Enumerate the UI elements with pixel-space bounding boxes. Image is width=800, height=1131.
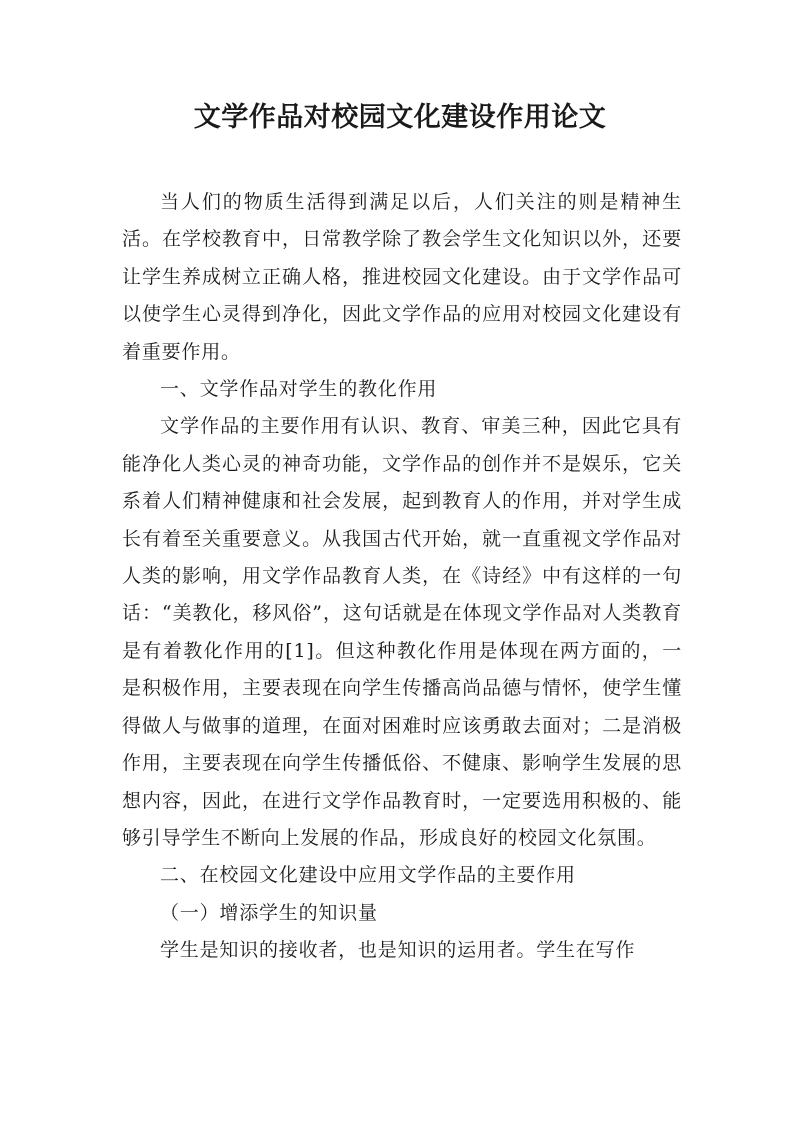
document-title: 文学作品对校园文化建设作用论文 xyxy=(193,102,607,133)
section-heading-2: 二、在校园文化建设中应用文学作品的主要作用 xyxy=(160,864,576,887)
section-heading-1: 一、文学作品对学生的教化作用 xyxy=(160,378,438,401)
subsection-1-paragraph: 学生是知识的接收者，也是知识的运用者。学生在写作 xyxy=(160,939,636,962)
intro-paragraph: 当人们的物质生活得到满足以后，人们关注的则是精神生活。在学校教育中，日常教学除了教会学生文化知识以外，还要让学生养成树立正确人格，推进校园文化建设。由于文学作品可以使学生心灵得到净化，因此文学作品的应用对校园文化建设有着重要作用。 xyxy=(122,191,682,363)
subsection-heading-1: （一）增添学生的知识量 xyxy=(160,901,378,924)
document-body xyxy=(122,184,682,970)
section-1-paragraph: 文学作品的主要作用有认识、教育、审美三种，因此它具有能净化人类心灵的神奇功能，文学作品的创作并不是娱乐，它关系着人们精神健康和社会发展，起到教育人的作用，并对学生成长有着至关重要意义。从我国古代开始，就一直重视文学作品对人类的影响，用文学作品教育人类，在《诗经》中有这样的一句话：“美教化，移风俗”，这句话就是在体现文学作品对人类教育是有着教化作用的[1]。但这种教化作用是体现在两方面的，一是积极作用，主要表现在向学生传播高尚品德与情怀，使学生懂得做人与做事的道理，在面对困难时应该勇敢去面对；二是消极作用，主要表现在向学生传播低俗、不健康、影响学生发展的思想内容，因此，在进行文学作品教育时，一定要选用积极的、能够引导学生不断向上发展的作品，形成良好的校园文化氛围。 xyxy=(122,415,682,849)
